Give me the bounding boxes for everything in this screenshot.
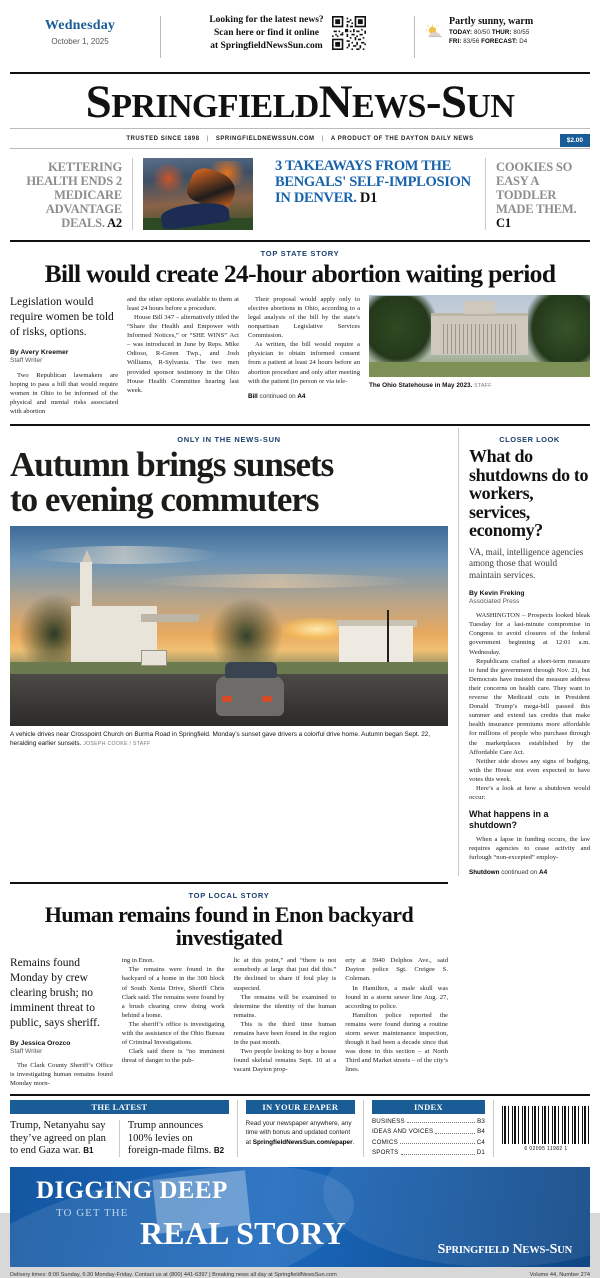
closer-look-body-2 [469,835,590,862]
statehouse-photo-caption [369,382,590,391]
paragraph: Their proposal would apply only to elective abortions in Ohio, according to a legal analysis of the bill by the state’s nonpartisan Legislative Services Commission. [248,295,360,340]
state-story-headline[interactable]: Bill would create 24-hour abortion waiting period [44,259,556,288]
local-story-section [10,882,458,1094]
paragraph: Clark said there is “no imminent threat of danger to the pub- [121,1048,225,1065]
promo-item-cookies[interactable] [486,158,590,230]
weather-summary: Partly sunny, warm [449,16,534,27]
local-story-headline[interactable]: Human remains found in Enon backyard investigated [44,902,414,951]
promo-mid-page: D1 [359,189,378,206]
closer-look-deck: VA, mail, intelligence agencies among those that would maintain services. [469,546,584,580]
local-story-body-2 [122,956,225,1065]
weather-thur-value: 80/55 [513,29,530,36]
kicker-top-local-story: TOP LOCAL STORY [188,891,270,901]
closer-look-rail [458,428,590,876]
state-story-photo-column [369,295,590,416]
feature-photo-caption [10,731,448,748]
local-story-body-1 [10,1061,113,1088]
the-latest-items [10,1114,229,1157]
state-story-jumpline[interactable] [248,393,360,400]
the-latest-item-2[interactable] [128,1120,229,1157]
paragraph: The remains were found in the backyard of a home in the 300 block of South Xenia Drive, Sheriff Chris Clark said. The remains were found by a brush clearing crew doing work behind a home. [121,966,225,1019]
local-story-column-4 [345,956,448,1088]
promo-mid-label: 3 TAKEAWAYS FROM THE BENGALS' SELF-IMPLOSION IN DENVER. [275,158,471,206]
paragraph: The sheriff’s office is investigating with the assistance of the Ohio Bureau of Criminal Investigations. [121,1020,225,1047]
leader-dots [435,1133,475,1134]
bottom-house-ad[interactable] [10,1167,590,1267]
title-s: S [85,76,112,128]
caption-text: The Ohio Statehouse in May 2023. [369,381,473,389]
weather-body [449,16,590,45]
feature-headline-line-1: Autumn brings sunsets [10,445,334,485]
weather-row-1 [449,29,590,36]
feature-section [10,426,590,876]
bottom-boxes [10,1096,590,1165]
promo-item-bengals[interactable] [263,158,485,230]
epaper-text [246,1114,355,1147]
paragraph: This is the third time human remains have been found in the region in the past month. [233,1020,337,1047]
index-name: COMICS [371,1138,398,1146]
footer-volume-number: Volume 44, Number 274 [529,1272,590,1278]
paragraph: Here’s a look at how a shutdown would occur: [469,784,590,802]
qr-promo-line-2: Scan here or find it online [214,27,319,38]
local-story-grid [10,956,448,1094]
state-story-body-1 [10,371,118,416]
local-story-deck: Remains found Monday by crew clearing brush; no imminent threat to public, says sheriff. [10,957,100,1029]
weather-thur-label: THUR: [491,29,512,36]
epaper-text-c: . [352,1138,355,1146]
index-box [372,1100,485,1157]
promo-right-text [496,160,588,230]
item-page: B1 [83,1145,94,1155]
dateline-day: Wednesday [44,18,116,33]
bengals-photo [143,158,253,230]
local-story-column-2 [122,956,225,1088]
closer-look-jumpline[interactable] [469,869,590,876]
closer-look-byorg: Associated Press [469,598,520,606]
jump-page: A4 [297,392,306,400]
trust-bar [10,129,590,148]
item-text: Trump, Netanyahu say they’ve agreed on plan to end Gaza war. [10,1120,106,1156]
promo-mid-text [275,159,475,207]
sun-behind-cloud-icon [425,24,445,40]
index-name: BUSINESS [371,1117,405,1125]
dateline-date: October 1, 2025 [51,37,109,46]
weather-fri-label: FRI: [449,38,462,45]
brand-pringfield: PRINGFIELD [445,1245,510,1257]
kicker-only-in-news-sun: ONLY IN THE NEWS-SUN [177,435,281,445]
epaper-header: IN YOUR EPAPER [246,1100,355,1114]
promo-left-text [16,160,122,230]
barcode-block [502,1100,590,1157]
paragraph: WASHINGTON – Prospects looked bleak Tuesday for a last-minute compromise in Congress to avoid closures of the federal government beginning at 12:01 a.m. Wednesday. [469,612,590,656]
kicker-closer-look: CLOSER LOOK [499,435,560,445]
ohio-statehouse-photo [369,295,590,377]
ad-line-2: TO GET THE [56,1207,129,1220]
caption-credit: JOSEPH COOKE / STAFF [83,740,151,747]
feature-main [10,428,458,876]
state-story-grid [10,295,590,424]
paragraph: House Bill 347 – alternatively titled the “Share the Health and Empower with Informed Notices,” or “SHE WINS” Act – was introduced in June by Reps. Mike Odioso, R-Green Twp., and Josh Williams, R-Sylvania. The two men provided sponsor testimony in the Ohio House Health Committee hearing last week. [127,313,239,394]
divider [493,1100,494,1157]
epaper-box [246,1100,355,1157]
paragraph: Neither side shows any signs of budging, with the House not even expected to have votes this week. [469,757,590,783]
feature-headline-line-2: to evening commuters [10,480,319,520]
weather-today-value: 80/50 [474,29,490,36]
local-story-body-3 [234,956,337,1074]
divider [160,16,161,58]
state-story-column-3 [248,295,360,416]
local-story-column-1 [10,956,113,1088]
title-ews: EWS [352,88,426,125]
paragraph: Republicans crafted a short-term measure to fund the government through Nov. 21, but Democrats have insisted the measure address their concerns on health care. They want to reverse the Medicaid cuts in President Donald Trump’s mega-bill passed this summer and extend tax credits that make health insurance premiums more affordable for millions of people who purchase through the marketplaces established by the Affordable Care Act. [469,657,590,756]
dateline-block [10,12,150,46]
trusted-since: TRUSTED SINCE 1898 [126,136,200,142]
weather-today-label: TODAY: [449,29,473,36]
brand-ews: EWS [522,1245,546,1257]
caption-credit: STAFF [474,382,492,389]
paragraph: In Hamilton, a male skull was found in a storm sewer line Aug. 27, according to police. [345,984,448,1010]
title-un: UN [466,88,515,125]
jump-text: continued on [259,392,296,400]
leader-dots [401,1154,475,1155]
paragraph: The remains will be examined to determine the identity of the human remains. [233,993,337,1019]
qr-promo-line-3: at SpringfieldNewsSun.com [210,40,323,51]
paragraph: Hamilton police reported the remains were found during a routine storm sewer maintenance inspection, though it had been a decade since that was done in this section – at North Third and Market streets – of the city’s lines. [345,1011,448,1074]
paragraph: Two Republican lawmakers are hoping to pass a bill that would require women in Ohio to be informed of the physical and mental risks associated with abortion [10,371,118,415]
product-of: A PRODUCT OF THE DAYTON DAILY NEWS [330,136,474,142]
qr-code-icon[interactable] [332,16,366,50]
paragraph: Two people looking to buy a house found skeletal remains Sept. 10 at a vacant Dayton prop- [233,1048,337,1074]
masthead [10,74,590,128]
footer-delivery-info: Delivery times: 8:00 Sunday, 6:30 Monday-Friday. Contact us at (800) 441-6397 | Breaking news all day at SpringfieldNewsSun.com [10,1272,337,1278]
index-page: B4 [477,1128,486,1136]
item-text: Trump announces 100% levies on foreign-made films. [127,1120,212,1156]
newspaper-title [10,76,590,128]
skybox [10,0,590,72]
state-story-body-2 [127,295,239,395]
barcode-number: 6 02095 11982 1 [524,1145,568,1152]
item-page: B2 [213,1145,225,1155]
jump-label: Bill [248,392,258,400]
the-latest-item-1[interactable] [10,1120,111,1157]
weather-forecast-label: FORECAST: [481,38,518,45]
qr-promo-text [209,14,323,52]
index-page: D1 [476,1149,486,1157]
title-dash-s: -S [425,76,467,128]
epaper-text-a: Read your newspaper anywhere, any time with bonus and updated content at [245,1120,352,1146]
state-story-column-2 [127,295,239,416]
leader-dots [400,1143,475,1144]
divider [363,1100,364,1157]
paragraph: lic at this point,” and “there is not somebody at large that just did this.” He declined to share if foul play is suspected. [233,957,337,992]
state-story-byorg: Staff Writer [10,356,43,364]
title-n: N [318,76,353,128]
feature-headline[interactable] [10,445,448,520]
separator: | [321,136,324,142]
weather-forecast-value: D4 [519,38,528,45]
sunset-commuters-photo [10,526,448,726]
closer-look-headline[interactable]: What do shutdowns do to workers, services, economy? [469,446,589,541]
kicker-top-state-story: TOP STATE STORY [260,249,340,258]
separator: | [206,136,209,142]
state-story-column-1 [10,295,118,416]
ad-line-3: REAL STORY [140,1215,346,1252]
local-story-body-4 [345,956,448,1074]
promo-right-page: C1 [496,216,511,230]
index-header: INDEX [372,1100,485,1114]
paragraph: When a lapse in funding occurs, the law requires agencies to cease activity and furlough “non-excepted” employ- [469,835,590,861]
brand-s: S [437,1242,446,1258]
closer-look-subhead: What happens in a shutdown? [469,809,549,830]
closer-look-byline: By Kevin Freking [469,590,525,598]
promo-left-label: KETTERING HEALTH ENDS 2 MEDICARE ADVANTAGE DEALS. [26,160,122,230]
barcode-icon [502,1106,590,1144]
divider [414,16,415,58]
jump-text: continued on [501,869,538,877]
paragraph: The Clark County Sheriff’s Office is investigating human remains found Monday morn- [10,1061,113,1088]
paragraph: erty at 3940 Delphos Ave., said Dayton police Sgt. Creigee S. Coleman. [345,957,448,983]
brand-n: N [509,1242,523,1258]
leader-dots [407,1122,475,1123]
paragraph: As written, the bill would require a physician to obtain informed consent from a patient at least 24 hours before an abortion procedure and only after meeting with the patient (in person or via tele- [248,341,360,385]
local-story-byorg: Staff Writer [10,1047,43,1055]
price-badge: $2.00 [560,134,590,147]
local-story-column-3 [234,956,337,1088]
paragraph: and the other options available to them at least 24 hours before a procedure. [127,295,239,312]
promo-right-label: COOKIES SO EASY A TODDLER MADE THEM. [496,160,577,216]
jump-page: A4 [539,869,548,877]
website-url[interactable]: SPRINGFIELDNEWSSUN.COM [215,136,315,142]
brand-dash-s: -S [545,1242,558,1258]
qr-promo-block[interactable] [171,12,404,52]
index-name: IDEAS AND VOICES [371,1128,434,1136]
brand-un: UN [557,1245,572,1257]
epaper-url[interactable]: SpringfieldNewsSun.com/epaper [252,1138,353,1146]
promo-item-kettering[interactable] [10,158,132,230]
index-row[interactable] [372,1125,485,1136]
index-page: B3 [477,1117,486,1125]
divider [237,1100,238,1157]
state-story-body-3 [248,295,360,386]
weather-fri-value: 83/56 [463,38,480,45]
state-story-deck: Legislation would require women be told of risks, options. [10,295,114,338]
weather-row-2 [449,38,590,45]
divider [132,158,133,230]
page-footer [10,1267,590,1278]
qr-promo-line-1: Looking for the latest news? [209,15,324,25]
title-pringfield: PRINGFIELD [111,88,319,125]
the-latest-box [10,1100,229,1157]
promo-left-page: A2 [107,216,122,230]
ad-brand-logo [438,1242,572,1258]
state-story-byline: By Avery Kreemer [10,348,69,356]
closer-look-body [469,611,590,802]
local-story-byline: By Jessica Orozco [10,1039,71,1047]
index-page: C4 [476,1138,486,1146]
jump-label: Shutdown [469,869,500,877]
divider [119,1120,120,1157]
ad-line-1: DIGGING DEEP [36,1177,228,1205]
weather-block[interactable] [425,12,590,45]
index-row[interactable] [372,1146,485,1157]
the-latest-header: THE LATEST [10,1100,229,1114]
promo-strip [10,149,590,240]
index-row[interactable] [372,1114,485,1125]
caption-text: A vehicle drives near Crosspoint Church on Burma Road in Springfield. Monday’s sunset gave drivers a colorful drive home. Autumn began Sept. 22, heralding earlier sunsets. [10,731,431,747]
paragraph: ing in Enon. [121,957,155,965]
index-name: SPORTS [371,1149,399,1157]
index-row[interactable] [372,1135,485,1146]
